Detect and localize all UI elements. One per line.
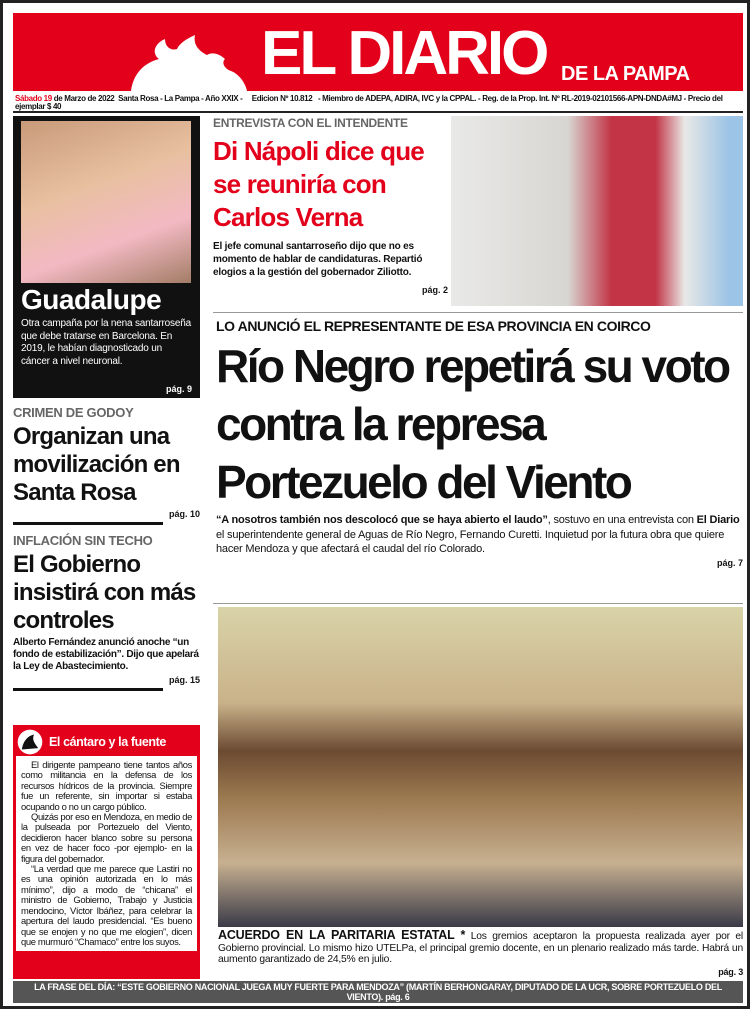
deck-quote: “A nosotros también nos descolocó que se haya abierto el laudo” [216,514,548,526]
photo-caption[interactable] [218,930,743,978]
story-summary: Otra campaña por la nena santarroseña que debe tratarse en Barcelona. En 2019, le habían diagnosticado un cáncer a nivel neuronal. [21,318,191,367]
divider [213,603,743,604]
divider [13,688,163,691]
story-kicker: ENTREVISTA CON EL INTENDENTE [213,116,408,130]
dateline [15,95,741,111]
page-ref: pág. 15 [168,675,200,685]
caption-text: Los gremios aceptaron la propuesta realizada ayer por el Gobierno provincial. Lo mismo hizo UTELPa, el principal gremio docente, en un plenario realizado más tarde. Habrá un aumento garantizado de 24,5% en julio. [218,931,744,965]
divider [13,522,163,525]
inflacion-story[interactable] [13,533,200,691]
story-deck [216,513,743,557]
page-ref: pág. 9 [165,384,192,394]
paragraph: “La verdad que me parece que Lastiri no es una opinión autorizada en lo más mínimo”, dijo a modo de “chicana” el ministro de Gobierno, Trabajo y Justicia mendocino, Víctor Ibáñez, para celebrar la apertura del laudo presidencial. “Es bueno que se enojen y no que me elogien”, dicen que murmuró “Chamaco” entre los suyos. [21,863,192,947]
date-day: Sábado 19 [15,94,52,103]
paragraph: El dirigente pampeano tiene tantos años como militancia en la defensa de los recursos hídricos de la provincia. Siempre fue un referente, sin importar si estaba ocupando o no un cargo público. [21,759,192,812]
girl-photo [21,121,191,283]
story-kicker: LO ANUNCIÓ EL REPRESENTANTE DE ESA PROVINCIA EN COIRCO [216,318,651,334]
mayor-photo [451,116,743,306]
main-headline: Río Negro repetirá su voto contra la represa Portezuelo del Viento [216,340,729,508]
caption-title: ACUERDO EN LA PARITARIA ESTATAL * [218,928,466,942]
deck-text: el superintendente general de Aguas de Río Negro, Fernando Curetti. Inquietud por la futura obra que quiere hacer Mendoza y que afectará el caudal del río Colorado. [216,528,725,555]
page-ref: pág. 10 [168,509,200,519]
column-body [16,756,197,951]
newspaper-title: EL DIARIO [261,19,547,88]
page-ref: pág. 7 [716,557,743,568]
masthead [13,13,743,91]
story-summary: El jefe comunal santarroseño dijo que no es momento de hablar de candidaturas. Repartió elogios a la gestión del gobernador Ziliotto. [213,241,423,278]
caption-body [218,930,743,966]
column-header [16,728,197,756]
column-title: El cántaro y la fuente [49,734,166,749]
story-summary: Alberto Fernández anunció anoche “un fondo de estabilización”. Dijo que apelará la Ley de Abastecimiento. [13,637,199,672]
main-story[interactable] [216,318,743,569]
page-ref: pág. 3 [718,966,743,977]
story-headline: Di Nápoli dice que se reuniría con Carlos Verna [213,136,424,232]
column-logo-icon [16,729,44,755]
page-ref: pág. 2 [421,285,448,295]
story-headline: El Gobierno insistirá con más controles [13,551,196,634]
divider [213,312,743,313]
meeting-photo [218,607,743,927]
story-kicker: INFLACIÓN SIN TECHO [13,533,153,548]
quote-of-the-day-bar[interactable] [13,981,743,1003]
divider [13,111,743,113]
guadalupe-story[interactable] [13,116,200,398]
story-headline: Organizan una movilización en Santa Rosa [13,423,180,506]
left-stories [13,405,200,691]
deck-text: , sostuvo en una entrevista con [547,514,697,526]
deck-newspaper: El Diario [696,514,740,526]
bird-logo-icon [121,35,251,91]
godoy-story[interactable] [13,405,200,525]
interview-story[interactable] [213,116,448,296]
quote-text: LA FRASE DEL DÍA: “ESTE GOBIERNO NACIONAL JUEGA MUY FUERTE PARA MENDOZA” (MARTÍN BERHONGARAY, DIPUTADO DE LA UCR, SOBRE PORTEZUELO DEL VIENTO). pág. 6 [34,982,722,1002]
paragraph: Quizás por eso en Mendoza, en medio de la pulseada por Portezuelo del Viento, decidieron hacer blanco sobre su persona en vez de hacer foco -por ejemplo- en la figura del gobernador. [21,811,192,864]
story-kicker: CRIMEN DE GODOY [13,405,134,420]
dateline-rest: de Marzo de 2022 Santa Rosa - La Pampa - Año XXIX - Edicion Nº 10.812 - Miembro de ADEPA, ADIRA, IVC y la CPPAL. - Reg. de la Prop. Int. Nº RL-2019-02101566-APN-DNDA#MJ - Precio del ejemplar $ 40 [15,94,725,111]
story-headline: Guadalupe [21,284,162,315]
newspaper-subtitle: DE LA PAMPA [561,63,690,85]
cantaro-column[interactable] [13,725,200,979]
